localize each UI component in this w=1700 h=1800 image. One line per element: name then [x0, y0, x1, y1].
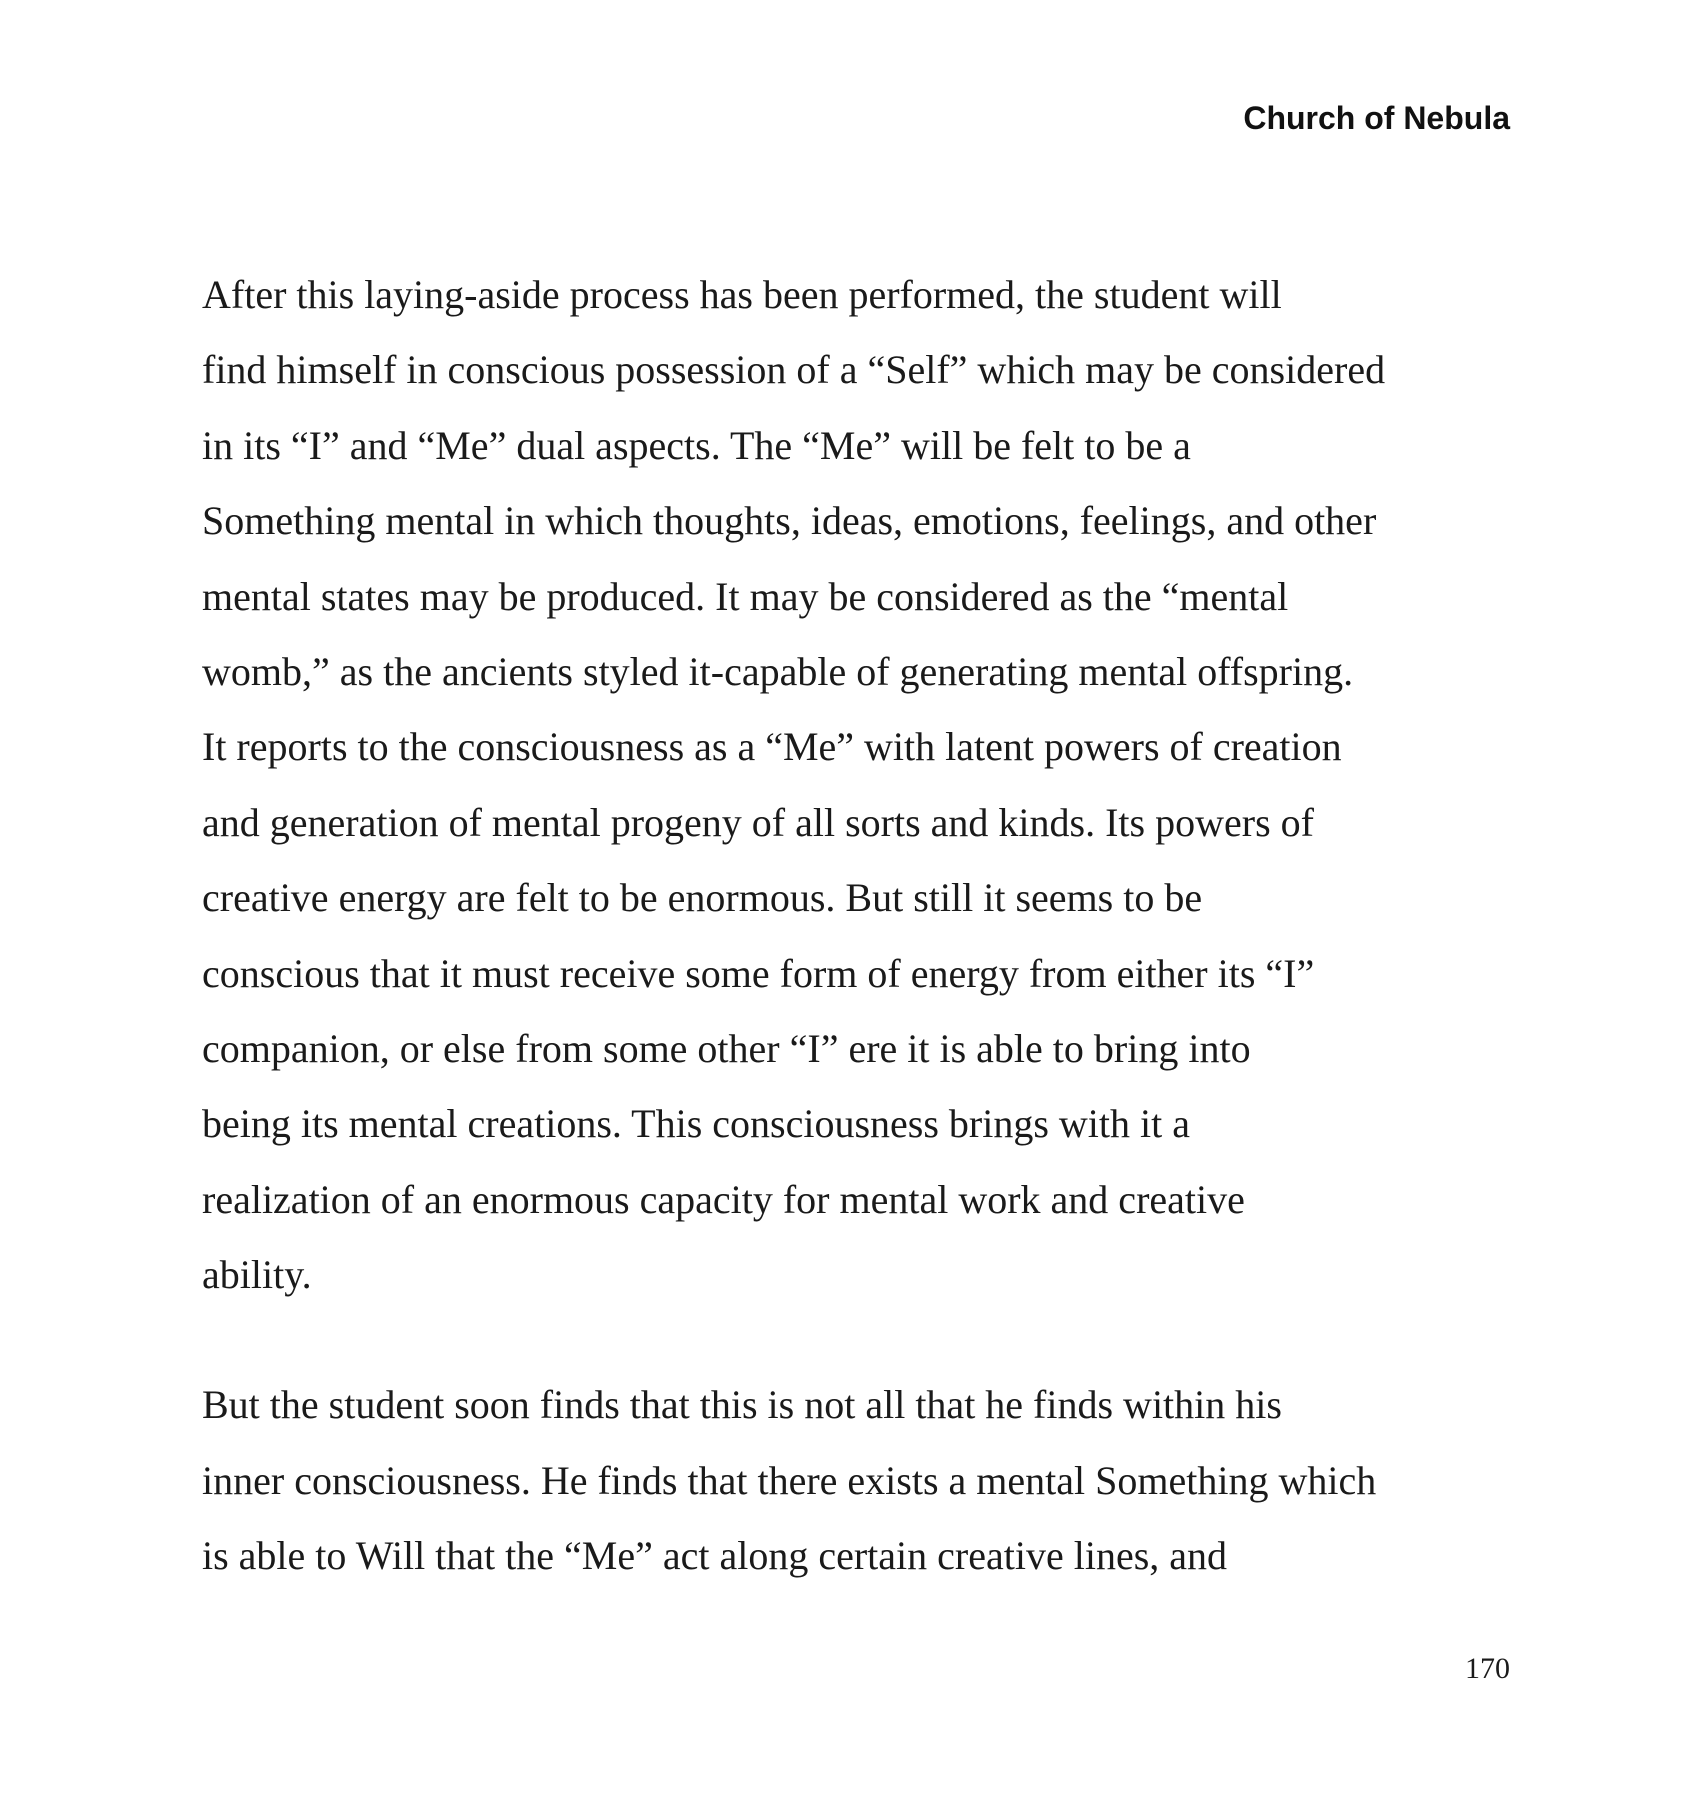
running-header-title: Church of Nebula	[1243, 100, 1510, 136]
text-line: conscious that it must receive some form of energy from either its “I”	[202, 950, 1315, 996]
text-line: After this laying-aside process has been performed, the student will	[202, 272, 1282, 317]
paragraph-2	[202, 1377, 1522, 1603]
text-line: companion, or else from some other “I” ere it is able to bring into	[202, 1025, 1251, 1071]
body-text	[202, 267, 1522, 1604]
text-line: inner consciousness. He finds that there exists a mental Something which	[202, 1457, 1377, 1503]
text-line: womb,” as the ancients styled it-capable of generating mental offspring.	[202, 648, 1354, 694]
text-line: But the student soon finds that this is not all that he finds within his	[202, 1382, 1282, 1428]
text-line: realization of an enormous capacity for mental work and creative	[202, 1176, 1245, 1222]
text-line: mental states may be produced. It may be considered as the “mental	[202, 573, 1289, 619]
text-line: and generation of mental progeny of all sorts and kinds. Its powers of	[202, 799, 1314, 845]
text-line: creative energy are felt to be enormous. But still it seems to be	[202, 875, 1203, 921]
text-line: in its “I” and “Me” dual aspects. The “Me” will be felt to be a	[202, 422, 1191, 468]
page-number: 170	[1465, 1652, 1510, 1685]
text-line: being its mental creations. This consciousness brings with it a	[202, 1101, 1191, 1147]
paragraph-1	[202, 267, 1522, 1322]
text-line: find himself in conscious possession of a “Self” which may be considered	[202, 347, 1386, 393]
text-line: Something mental in which thoughts, ideas, emotions, feelings, and other	[202, 498, 1377, 544]
text-line: ability.	[202, 1252, 312, 1298]
paragraph-spacer	[202, 1322, 1522, 1377]
text-line: is able to Will that the “Me” act along certain creative lines, and	[202, 1533, 1228, 1579]
text-line: It reports to the consciousness as a “Me” with latent powers of creation	[202, 724, 1342, 770]
